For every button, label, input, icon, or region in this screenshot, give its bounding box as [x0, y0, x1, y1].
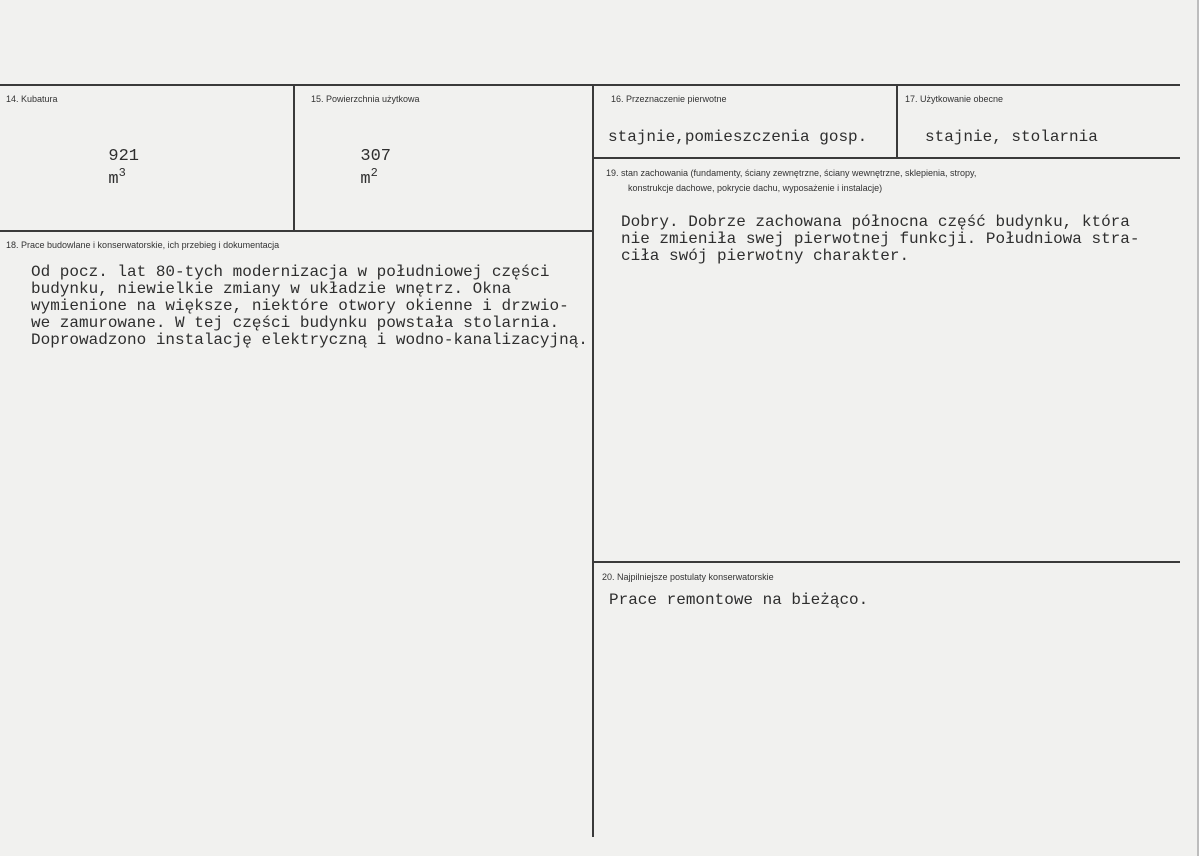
text-line: ciła swój pierwotny charakter.: [621, 247, 910, 265]
value-kubatura: [88, 131, 139, 188]
text-line: Dobry. Dobrze zachowana północna część budynku, która: [621, 213, 1130, 231]
label-kubatura: 14. Kubatura: [6, 94, 58, 104]
rule-under-14-15: [0, 230, 594, 232]
text-line: Doprowadzono instalację elektryczną i wodno-kanalizacyjną.: [31, 331, 588, 349]
text-line: Od pocz. lat 80-tych modernizacja w południowej części: [31, 263, 550, 281]
text-line: nie zmieniła swej pierwotnej funkcji. Południowa stra-: [621, 230, 1140, 248]
value-kubatura-number: 921: [108, 147, 140, 166]
value-postulaty: Prace remontowe na bieżąco.: [609, 591, 869, 609]
value-powierzchnia: [340, 131, 391, 188]
divider-14-15: [293, 85, 295, 231]
label-stan-zachowania-2: konstrukcje dachowe, pokrycie dachu, wyposażenie i instalacje): [628, 183, 883, 193]
text-line: budynku, niewielkie zmiany w układzie wnętrz. Okna: [31, 280, 512, 298]
divider-16-17: [896, 85, 898, 157]
label-stan-zachowania-1: 19. stan zachowania (fundamenty, ściany zewnętrzne, ściany wewnętrzne, sklepienia, stropy,: [606, 168, 977, 178]
text-line: wymienione na większe, niektóre otwory okienne i drzwio-: [31, 297, 569, 315]
value-powierzchnia-number: 307: [360, 147, 392, 166]
label-przeznaczenie: 16. Przeznaczenie pierwotne: [611, 94, 727, 104]
label-uzytkowanie: 17. Użytkowanie obecne: [905, 94, 1004, 104]
label-powierzchnia: 15. Powierzchnia użytkowa: [311, 94, 420, 104]
top-rule: [0, 84, 1180, 86]
value-uzytkowanie: stajnie, stolarnia: [925, 128, 1098, 146]
rule-above-20: [593, 561, 1180, 563]
text-line: we zamurowane. W tej części budynku powstała stolarnia.: [31, 314, 560, 332]
value-powierzchnia-unit: m: [360, 170, 371, 189]
rule-under-16-17: [593, 157, 1180, 159]
text-stan-zachowania: [621, 214, 1139, 265]
value-kubatura-unit: m: [108, 170, 119, 189]
label-prace-budowlane: 18. Prace budowlane i konserwatorskie, ich przebieg i dokumentacja: [6, 240, 280, 250]
divider-center: [592, 85, 594, 837]
value-powierzchnia-exponent: 2: [370, 166, 378, 180]
value-przeznaczenie: stajnie,pomieszczenia gosp.: [608, 128, 868, 146]
text-prace-budowlane: [31, 264, 588, 349]
label-postulaty: 20. Najpilniejsze postulaty konserwatorskie: [602, 572, 774, 582]
value-kubatura-exponent: 3: [118, 166, 126, 180]
